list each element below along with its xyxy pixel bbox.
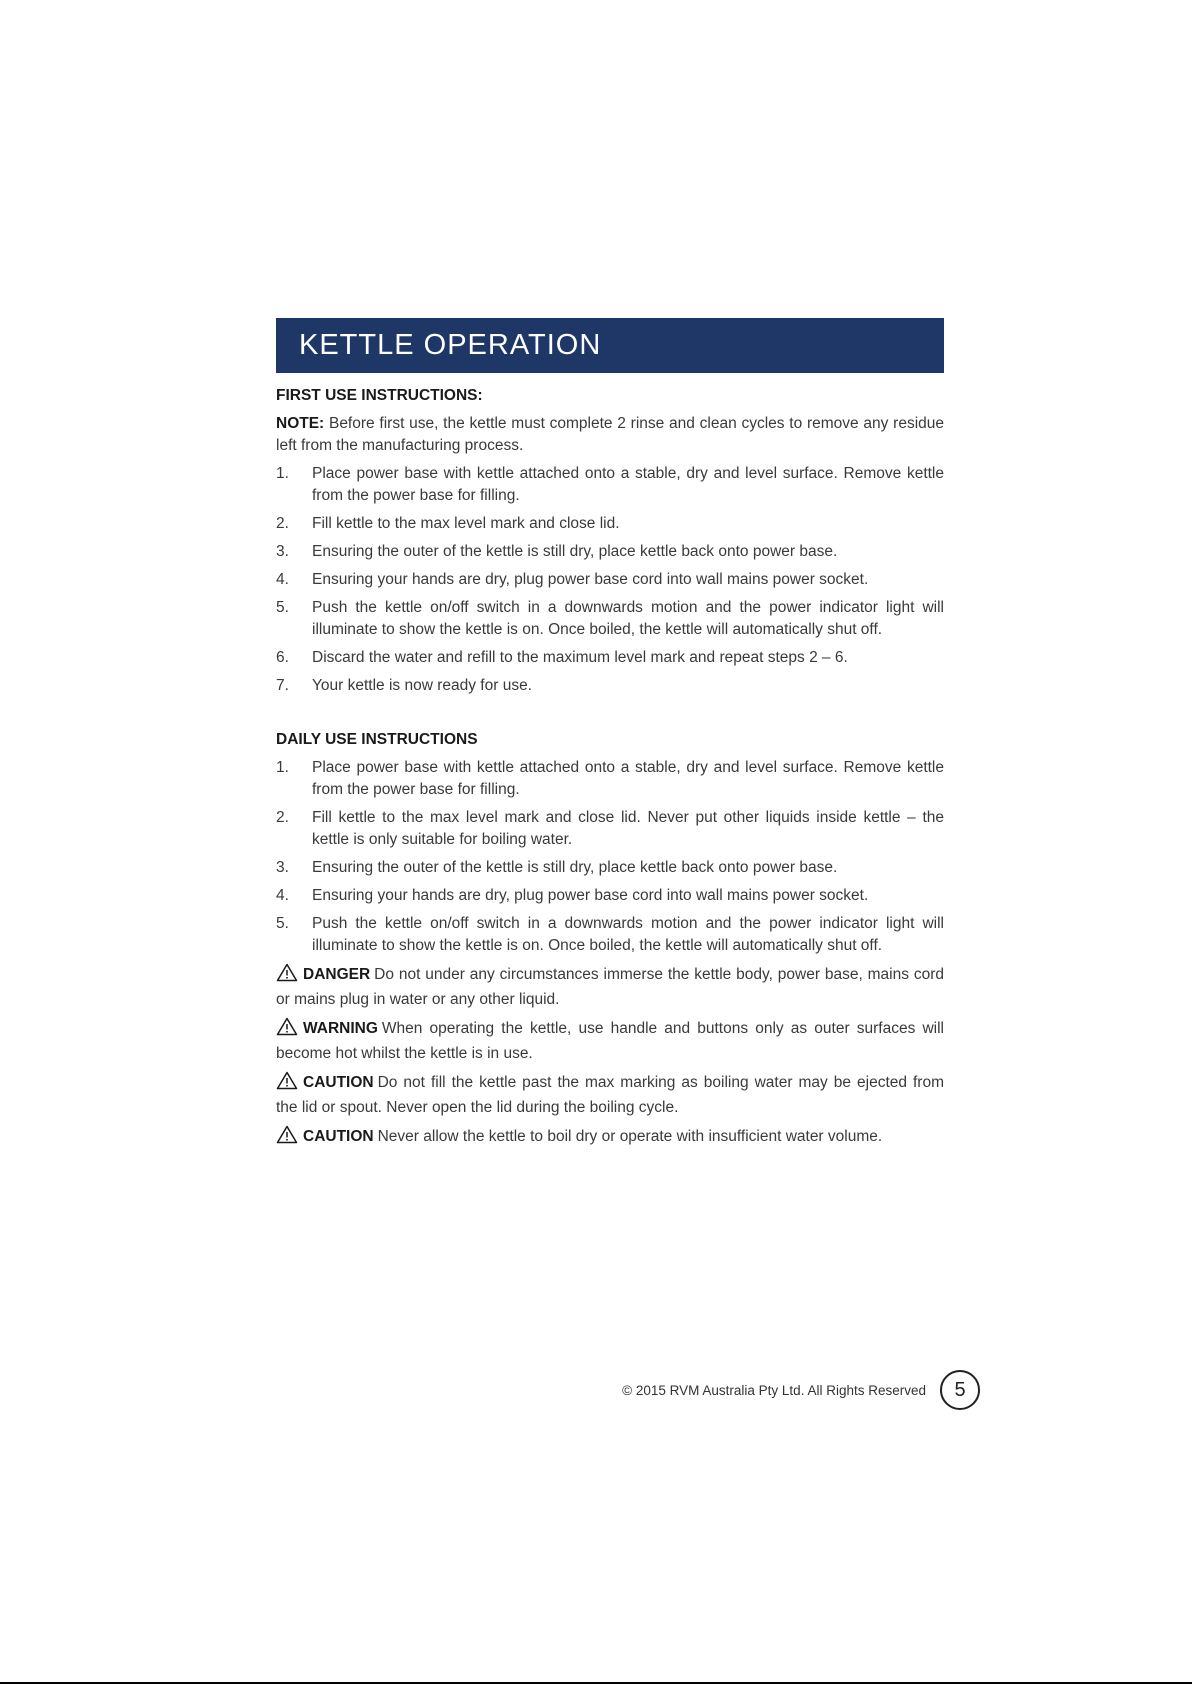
page-footer [570, 1370, 980, 1410]
step-text: Push the kettle on/off switch in a downwards motion and the power indicator light will illuminate to show the kettle is on. Once boiled, the kettle will automatically shut off. [312, 599, 944, 638]
step-text: Ensuring your hands are dry, plug power base cord into wall mains power socket. [312, 571, 869, 588]
list-item [276, 885, 944, 907]
danger-alert [276, 963, 944, 1011]
step-number: 5. [276, 599, 289, 616]
caution-alert [276, 1071, 944, 1119]
alert-label: CAUTION [303, 1128, 374, 1145]
step-text: Discard the water and refill to the maximum level mark and repeat steps 2 – 6. [312, 649, 848, 666]
list-item [276, 675, 944, 697]
step-text: Push the kettle on/off switch in a downwards motion and the power indicator light will illuminate to show the kettle is on. Once boiled, the kettle will automatically shut off. [312, 915, 944, 954]
daily-use-heading: DAILY USE INSTRUCTIONS [276, 731, 478, 748]
step-number: 4. [276, 571, 289, 588]
step-text: Place power base with kettle attached onto a stable, dry and level surface. Remove kettle from the power base for filling. [312, 465, 944, 504]
list-item [276, 463, 944, 507]
daily-use-steps [276, 757, 944, 957]
alert-label: WARNING [303, 1020, 378, 1037]
page-number: 5 [940, 1370, 980, 1410]
list-item [276, 807, 944, 851]
copyright-text: © 2015 RVM Australia Pty Ltd. All Rights Reserved [622, 1382, 926, 1398]
bottom-rule [0, 1682, 1192, 1684]
page-title: KETTLE OPERATION [299, 329, 602, 361]
alert-label: CAUTION [303, 1074, 374, 1091]
step-text: Place power base with kettle attached onto a stable, dry and level surface. Remove kettle from the power base for filling. [312, 759, 944, 798]
list-item [276, 569, 944, 591]
list-item [276, 757, 944, 801]
alert-text: When operating the kettle, use handle and buttons only as outer surfaces will become hot whilst the kettle is in use. [276, 1020, 944, 1062]
section-banner [276, 318, 944, 373]
list-item [276, 647, 944, 669]
step-text: Ensuring the outer of the kettle is still dry, place kettle back onto power base. [312, 543, 838, 560]
warning-triangle-icon [276, 1125, 298, 1151]
step-number: 3. [276, 543, 289, 560]
warning-triangle-icon [276, 963, 298, 989]
step-number: 1. [276, 759, 289, 776]
alert-text: Do not under any circumstances immerse the kettle body, power base, mains cord or mains plug in water or any other liquid. [276, 966, 944, 1008]
step-text: Ensuring your hands are dry, plug power base cord into wall mains power socket. [312, 887, 869, 904]
step-number: 2. [276, 809, 289, 826]
step-text: Ensuring the outer of the kettle is still dry, place kettle back onto power base. [312, 859, 838, 876]
list-item [276, 597, 944, 641]
list-item [276, 857, 944, 879]
first-use-heading: FIRST USE INSTRUCTIONS: [276, 387, 483, 404]
warning-triangle-icon [276, 1017, 298, 1043]
step-number: 1. [276, 465, 289, 482]
step-number: 5. [276, 915, 289, 932]
first-use-note [276, 413, 944, 457]
alert-text: Do not fill the kettle past the max marking as boiling water may be ejected from the lid or spout. Never open the lid during the boiling cycle. [276, 1074, 944, 1116]
warning-triangle-icon [276, 1071, 298, 1097]
step-number: 3. [276, 859, 289, 876]
caution-alert [276, 1125, 944, 1151]
page-content [276, 318, 944, 1151]
step-text: Fill kettle to the max level mark and close lid. Never put other liquids inside kettle – the kettle is only suitable for boiling water. [312, 809, 944, 848]
step-number: 2. [276, 515, 289, 532]
alert-label: DANGER [303, 966, 371, 983]
step-number: 6. [276, 649, 289, 666]
first-use-steps [276, 463, 944, 697]
alert-text: Never allow the kettle to boil dry or operate with insufficient water volume. [377, 1128, 883, 1145]
step-number: 7. [276, 677, 289, 694]
list-item [276, 913, 944, 957]
step-text: Your kettle is now ready for use. [312, 677, 532, 694]
list-item [276, 513, 944, 535]
list-item [276, 541, 944, 563]
warning-alert [276, 1017, 944, 1065]
step-number: 4. [276, 887, 289, 904]
step-text: Fill kettle to the max level mark and close lid. [312, 515, 620, 532]
note-label: NOTE: [276, 415, 325, 432]
note-text: Before first use, the kettle must complete 2 rinse and clean cycles to remove any residue left from the manufacturing process. [276, 415, 944, 454]
